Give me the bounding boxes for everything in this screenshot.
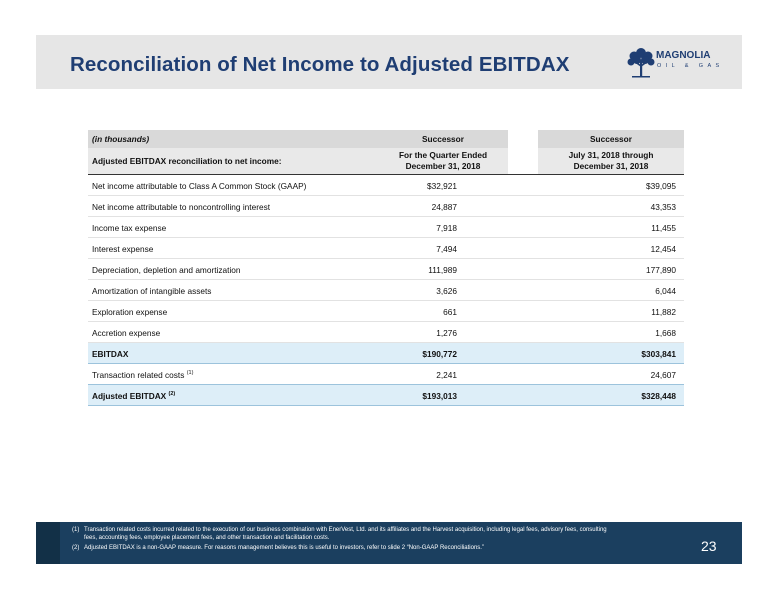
quarter-value: 7,918	[436, 223, 457, 233]
quarter-value: 111,989	[428, 265, 457, 275]
period-value: 1,668	[655, 328, 676, 338]
footer-accent	[36, 522, 60, 564]
ebitdax-row	[88, 343, 684, 364]
magnolia-logo	[626, 44, 738, 82]
row-label: Accretion expense	[92, 328, 161, 338]
table-row	[88, 259, 684, 280]
quarter-value: 7,494	[436, 244, 457, 254]
table-header-group	[88, 130, 684, 148]
period-value: 43,353	[650, 202, 676, 212]
period-value: 11,455	[651, 223, 676, 233]
logo-wordmark: MAGNOLIA	[656, 50, 711, 61]
row-label: Adjusted EBITDAX $^{(2)}$	[92, 391, 176, 401]
tree-icon	[626, 45, 656, 81]
period-header-range: July 31, 2018 through December 31, 2018	[568, 150, 654, 171]
quarter-value: 24,887	[431, 202, 457, 212]
quarter-value: 2,241	[436, 370, 457, 380]
row-label: Interest expense	[92, 244, 154, 254]
quarter-value: 3,626	[436, 286, 457, 296]
footer-band: (1) Transaction related costs incurred related to the execution of our business combination with EnerVest, Ltd. and its affiliates and the Harvest acquisition, including legal fees, advisory fees, consulting fees, accounting fees, employee placement fees, and other transaction and facilitation costs. (2) Adjusted EBITDAX is a non-GAAP measure. For reasons management believes this is useful to investors, refer to slide 2 “Non-GAAP Reconciliations.” 23	[36, 522, 742, 564]
period-value: 24,607	[650, 370, 676, 380]
adjusted-ebitdax-row	[88, 385, 684, 406]
footnote-ref: (2)	[168, 391, 176, 398]
row-label: Depreciation, depletion and amortization	[92, 265, 241, 275]
table-row	[88, 280, 684, 301]
page-title: Reconciliation of Net Income to Adjusted EBITDAX	[70, 53, 570, 76]
header-band	[36, 35, 742, 89]
table-row	[88, 364, 684, 385]
row-label: Exploration expense	[92, 307, 168, 317]
row-label: Income tax expense	[92, 223, 167, 233]
period-value: 6,044	[655, 286, 676, 296]
footnote-ref: (1)	[186, 370, 194, 377]
row-label: Net income attributable to noncontrolling interest	[92, 202, 271, 212]
units-label: (in thousands)	[92, 134, 150, 144]
table-row	[88, 301, 684, 322]
table-row	[88, 322, 684, 343]
reconciliation-table	[88, 130, 684, 406]
table-row	[88, 175, 684, 196]
period-value: $328,448	[641, 391, 676, 401]
table-row	[88, 217, 684, 238]
row-label: Amortization of intangible assets	[92, 286, 212, 296]
table-row	[88, 196, 684, 217]
logo-subtitle: OIL & GAS	[657, 63, 724, 69]
period-value: $303,841	[641, 349, 676, 359]
quarter-value: $190,772	[422, 349, 457, 359]
period-header-quarter: For the Quarter Ended December 31, 2018	[398, 150, 488, 171]
row-label: Transaction related costs $^{(1)}$	[92, 370, 194, 380]
row-label: EBITDAX	[92, 349, 129, 359]
row-label: Net income attributable to Class A Common Stock (GAAP)	[92, 181, 307, 191]
section-label: Adjusted EBITDAX reconciliation to net income:	[92, 156, 282, 166]
quarter-value: 661	[443, 307, 457, 317]
group-label-quarter: Successor	[422, 134, 464, 144]
table-header-periods	[88, 148, 684, 175]
period-value: 11,882	[651, 307, 676, 317]
quarter-value: 1,276	[436, 328, 457, 338]
page-number: 23	[701, 538, 717, 554]
period-value: 12,454	[650, 244, 676, 254]
quarter-value: $193,013	[422, 391, 457, 401]
period-value: $39,095	[646, 181, 676, 191]
group-label-period: Successor	[590, 134, 632, 144]
quarter-value: $32,921	[427, 181, 457, 191]
period-value: 177,890	[646, 265, 676, 275]
table-row	[88, 238, 684, 259]
